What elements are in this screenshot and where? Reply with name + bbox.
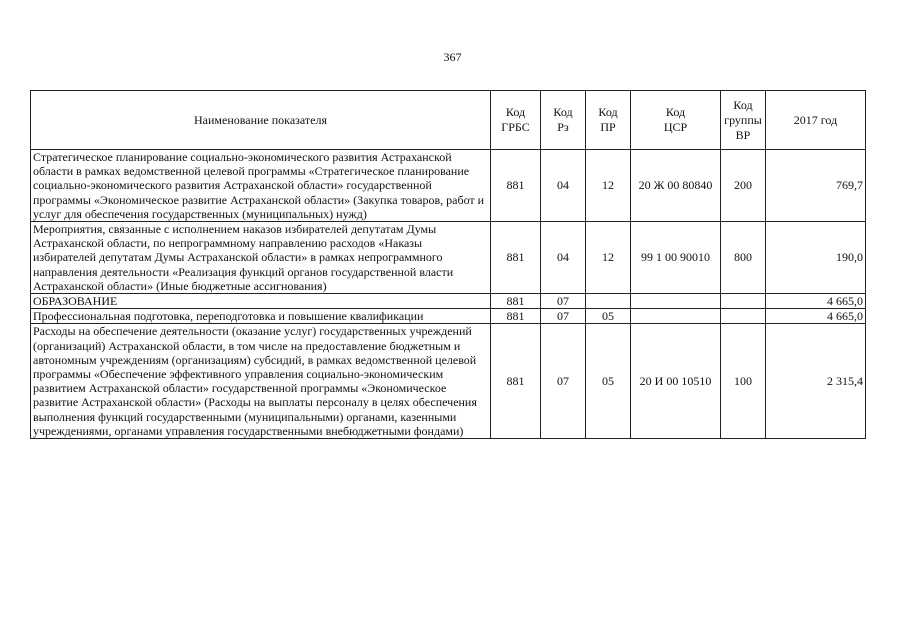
header-grbs-line2: ГРБС xyxy=(501,120,530,134)
row-name: Стратегическое планирование социально-экономического развития Астраханской области в рамках ведомственной целевой программы «Стратегическое планирование социально-экономического развития Астраханской области» государственной программы «Экономическое развитие Астраханской области» (Закупка товаров, работ и услуг для обеспечения государственных (муниципальных) нужд) xyxy=(31,150,491,222)
header-pr-line2: ПР xyxy=(600,120,616,134)
row-csr xyxy=(631,294,721,309)
row-grbs: 881 xyxy=(491,222,541,294)
header-row xyxy=(31,91,866,150)
header-year: 2017 год xyxy=(766,91,866,150)
header-name: Наименование показателя xyxy=(31,91,491,150)
header-pr xyxy=(586,91,631,150)
row-pr: 05 xyxy=(586,309,631,324)
row-rz: 04 xyxy=(541,150,586,222)
header-pr-line1: Код xyxy=(598,105,618,119)
page-number: 367 xyxy=(443,50,462,64)
row-amount: 4 665,0 xyxy=(766,294,866,309)
row-pr: 05 xyxy=(586,324,631,439)
header-csr-line1: Код xyxy=(665,105,686,119)
row-name: ОБРАЗОВАНИЕ xyxy=(31,294,491,309)
row-vr: 200 xyxy=(721,150,766,222)
header-grbs xyxy=(491,91,541,150)
row-vr xyxy=(721,294,766,309)
row-amount: 2 315,4 xyxy=(766,324,866,439)
header-vr xyxy=(721,91,766,150)
header-rz-line2: Рз xyxy=(557,120,569,134)
row-pr: 12 xyxy=(586,222,631,294)
row-grbs: 881 xyxy=(491,150,541,222)
header-csr-line2: ЦСР xyxy=(663,120,688,134)
row-csr: 99 1 00 90010 xyxy=(631,222,721,294)
header-vr-line1: Код xyxy=(733,97,753,112)
row-amount: 769,7 xyxy=(766,150,866,222)
row-name: Мероприятия, связанные с исполнением наказов избирателей депутатам Думы Астраханской области, по непрограммному направлению расходов «Наказы избирателей депутатам Думы Астраханской области» в рамках непрограммного направления деятельности «Реализация функций органов государственной власти Астраханской области» (Иные бюджетные ассигнования) xyxy=(31,222,491,294)
row-rz: 04 xyxy=(541,222,586,294)
header-grbs-line1: Код xyxy=(505,105,526,119)
row-rz: 07 xyxy=(541,324,586,439)
row-csr xyxy=(631,309,721,324)
row-vr xyxy=(721,309,766,324)
row-name: Профессиональная подготовка, переподготовка и повышение квалификации xyxy=(31,309,491,324)
row-grbs: 881 xyxy=(491,294,541,309)
row-csr: 20 И 00 10510 xyxy=(631,324,721,439)
row-rz: 07 xyxy=(541,294,586,309)
row-amount: 190,0 xyxy=(766,222,866,294)
header-csr xyxy=(631,91,721,150)
header-rz-line1: Код xyxy=(553,105,573,119)
table-row xyxy=(31,294,866,309)
row-amount: 4 665,0 xyxy=(766,309,866,324)
table-row xyxy=(31,150,866,222)
row-vr: 800 xyxy=(721,222,766,294)
row-pr: 12 xyxy=(586,150,631,222)
row-csr: 20 Ж 00 80840 xyxy=(631,150,721,222)
row-pr xyxy=(586,294,631,309)
row-name: Расходы на обеспечение деятельности (оказание услуг) государственных учреждений (организаций) Астраханской области, в том числе на предоставление бюджетным и автономным учреждениям (организациям) субсидий, в рамках ведомственной целевой программы «Обеспечение эффективного управления социально-экономическим развитием Астраханской области» государственной программы «Экономическое развитие Астраханской области» (Расходы на выплаты персоналу в целях обеспечения выполнения функций государственными (муниципальными) органами, казенными учреждениями, органами управления государственными внебюджетными фондами) xyxy=(31,324,491,439)
header-vr-line3: ВР xyxy=(735,127,751,142)
budget-table xyxy=(30,90,866,439)
row-grbs: 881 xyxy=(491,324,541,439)
table-row xyxy=(31,309,866,324)
row-vr: 100 xyxy=(721,324,766,439)
table-row xyxy=(31,222,866,294)
row-rz: 07 xyxy=(541,309,586,324)
header-vr-line2: группы xyxy=(724,112,762,127)
table-row xyxy=(31,324,866,439)
row-grbs: 881 xyxy=(491,309,541,324)
header-rz xyxy=(541,91,586,150)
